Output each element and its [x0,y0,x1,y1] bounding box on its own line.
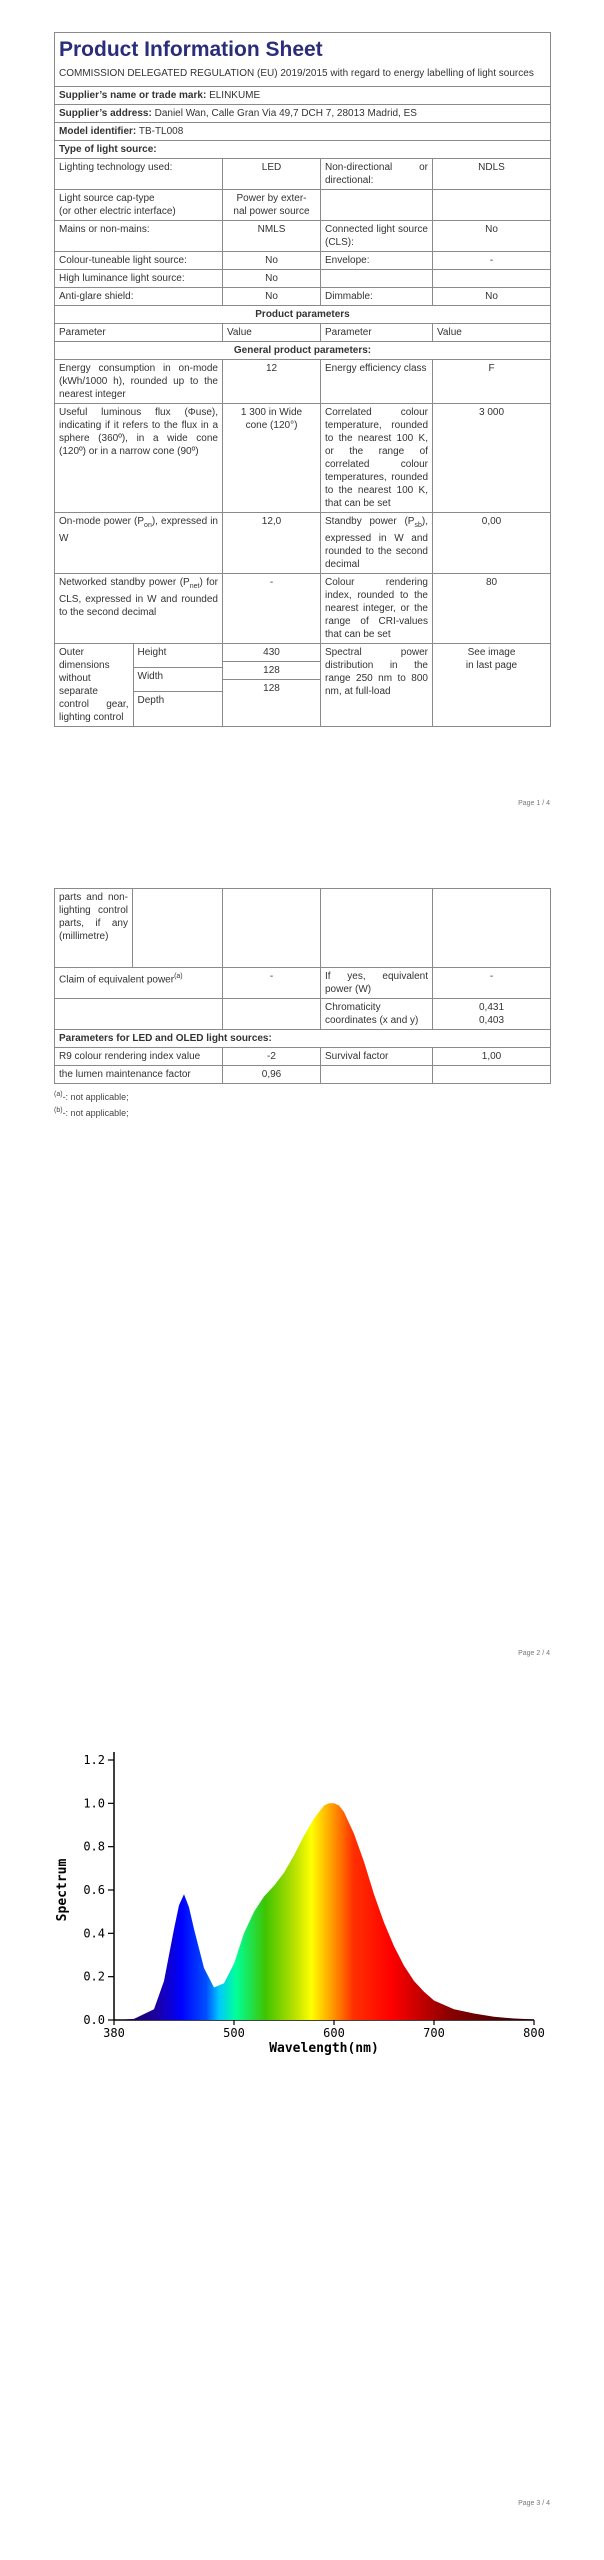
cap-label: Light source cap-type (or other electric interface) [55,190,223,221]
led-parameters-heading: Parameters for LED and OLED light sources: [55,1030,551,1048]
dimensions-label-continued: parts and non-lighting control parts, if any (millimetre) [55,889,133,968]
supplier-name-label: Supplier’s name or trade mark: [59,90,207,101]
lumen-label: the lumen maintenance factor [55,1066,223,1084]
col-parameter: Parameter [55,324,223,342]
page-1 [0,0,604,820]
flux-value: 1 300 in Wide cone (120°) [223,404,321,513]
x-axis-label: Wavelength(nm) [269,2041,379,2056]
general-parameters-heading: General product parameters: [55,342,551,360]
spectral-power-chart [0,1730,604,2090]
y-tick-label: 0.6 [83,1883,105,1897]
width-value: 128 [223,662,320,680]
cri-value: 80 [433,574,551,644]
x-tick-label: 500 [223,2026,245,2040]
dimmable-value: No [433,288,551,306]
flux-label: Useful luminous flux (Φuse), indicating if it refers to the flux in a sphere (360º), in a wide cone (120º) or in a narrow cone (90º) [55,404,223,513]
cri-label: Colour rendering index, rounded to the nearest integer, or the range of CRI-values that can be set [321,574,433,644]
spd-label: Spectral power distribution in the range 250 nm to 800 nm, at full-load [321,644,433,727]
x-tick-label: 700 [423,2026,445,2040]
survival-value: 1,00 [433,1048,551,1066]
tunable-value: No [223,252,321,270]
y-axis-label: Spectrum [55,1858,70,1922]
page-3 [0,1720,604,2560]
spd-value: See image in last page [433,644,551,727]
equiv-claim-value: - [223,968,321,999]
depth-value: 128 [263,683,280,694]
footnote-a: $^{(a)}$-: not applicable; [54,1091,129,1102]
mains-value: NMLS [223,221,321,252]
tunable-label: Colour-tuneable light source: [55,252,223,270]
antiglare-label: Anti-glare shield: [55,288,223,306]
y-tick-label: 0.8 [83,1839,105,1854]
model-label: Model identifier: [59,126,137,137]
height-label: Height [133,644,222,667]
high-luminance-label: High luminance light source: [55,270,223,288]
product-sheet-frame [54,32,550,727]
x-tick-label: 800 [523,2026,545,2040]
survival-label: Survival factor [321,1048,433,1066]
class-value: F [433,360,551,404]
equiv-power-label: If yes, equivalent power (W) [321,968,433,999]
y-tick-label: 1.0 [83,1796,105,1811]
chroma-label: Chromaticity coordinates (x and y) [321,999,433,1030]
height-value: 430 [223,644,320,662]
class-label: Energy efficiency class [321,360,433,404]
y-tick-label: 1.2 [83,1753,105,1767]
directional-value: NDLS [433,159,551,190]
networked-label: Networked standby power $(P_{net})$ for CLS, expressed in W and rounded to the second decimal [55,574,223,644]
col-value-2: Value [433,324,551,342]
x-tick-label: 600 [323,2026,345,2040]
cct-value: 3 000 [433,404,551,513]
cls-value: No [433,221,551,252]
page-2 [0,880,604,1680]
envelope-value: - [433,252,551,270]
width-label: Width [133,667,222,691]
col-value: Value [223,324,321,342]
depth-label: Depth [137,695,165,706]
dimensions-values [223,644,321,727]
product-parameters-heading: Product parameters [55,306,551,324]
dimmable-label: Dimmable: [321,288,433,306]
directional-label: Non-directional or directional: [321,159,433,190]
energy-value: 12 [223,360,321,404]
y-tick-label: 0.0 [83,2013,105,2027]
onmode-label: On-mode power $(P_{on})$, expressed in W [55,513,223,574]
model-value: TB-TL008 [138,126,184,137]
dimensions-cell [55,644,223,727]
r9-label: R9 colour rendering index value [55,1048,223,1066]
product-info-table-continued [54,888,551,1084]
supplier-address-value: Daniel Wan, Calle Gran Via 49,7 DCH 7, 28013 Madrid, ES [154,108,417,119]
product-sheet-continued [54,888,550,1120]
standby-label: Standby power $(P_{sb})$, expressed in W and rounded to the second decimal [321,513,433,574]
supplier-name-value: ELINKUME [209,90,261,101]
high-luminance-value: No [223,270,321,288]
cls-label: Connected light source (CLS): [321,221,433,252]
equiv-power-value: - [433,968,551,999]
regulation-text: COMMISSION DELEGATED REGULATION (EU) 2019/2015 with regard to energy labelling of light sources [59,68,534,79]
y-tick-label: 0.4 [83,1926,105,1941]
page-number: Page 1 / 4 [518,800,550,807]
lumen-value: 0,96 [223,1066,321,1084]
footnote-b: $^{(b)}$-: not applicable; [54,1107,129,1118]
energy-label: Energy consumption in on-mode (kWh/1000 h), rounded up to the nearest integer [55,360,223,404]
equiv-claim-label: Claim of equivalent power$^{(a)}$ [55,968,223,999]
chroma-value: 0,431 0,403 [433,999,551,1030]
product-info-table [54,32,551,727]
onmode-value: 12,0 [223,513,321,574]
mains-label: Mains or non-mains: [55,221,223,252]
col-parameter-2: Parameter [321,324,433,342]
light-source-type-label: Type of light source: [55,141,551,159]
x-tick-label: 380 [103,2026,125,2040]
antiglare-value: No [223,288,321,306]
envelope-label: Envelope: [321,252,433,270]
cap-value: Power by exter- nal power source [223,190,321,221]
networked-value: - [223,574,321,644]
spectrum-area [114,1803,534,2020]
dimensions-label: Outer dimensions without separate control gear, lighting control [55,644,133,726]
page-number: Page 2 / 4 [518,1650,550,1657]
tech-value: LED [223,159,321,190]
y-tick-label: 0.2 [83,1969,105,1984]
supplier-address-label: Supplier’s address: [59,108,152,119]
page-number: Page 3 / 4 [518,2500,550,2507]
tech-label: Lighting technology used: [55,159,223,190]
footnotes [54,1088,550,1120]
page-title: Product Information Sheet [59,38,323,61]
cct-label: Correlated colour temperature, rounded to the nearest 100 K, or the range of correlated colour temperatures, rounded to the nearest 100 K, that can be set [321,404,433,513]
standby-value: 0,00 [433,513,551,574]
r9-value: -2 [223,1048,321,1066]
